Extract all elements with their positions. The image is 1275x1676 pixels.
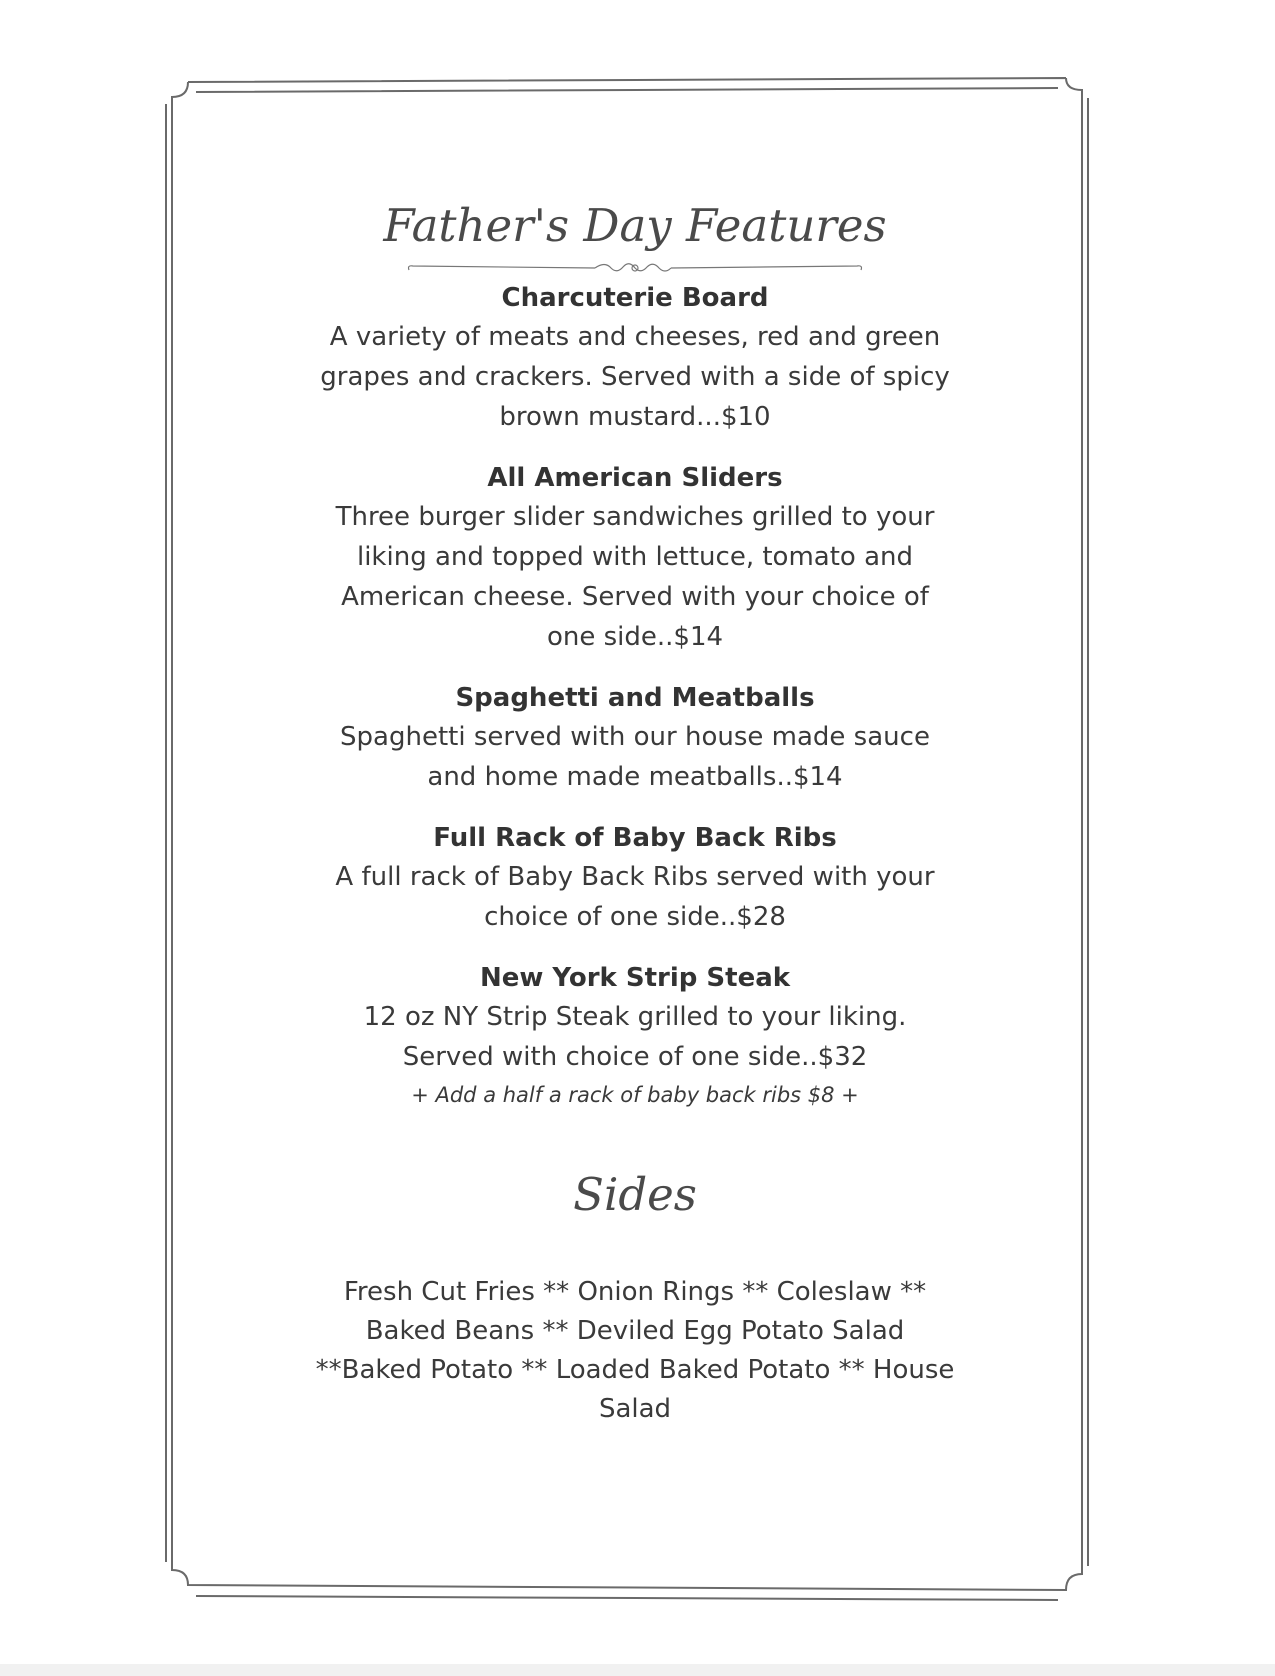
menu-item-name: All American Sliders (487, 463, 783, 493)
menu-item-name: Full Rack of Baby Back Ribs (433, 823, 837, 853)
menu-item-description: Three burger slider sandwiches grilled to your liking and topped with lettuce, tomato and American cheese. Served with your choice of one side..$14 (335, 502, 935, 652)
menu-item (260, 679, 1010, 797)
menu-item-description: 12 oz NY Strip Steak grilled to your liking. Served with choice of one side..$32 (363, 1002, 907, 1072)
menu-title: Father's Day Features (383, 199, 887, 252)
menu-item-name: New York Strip Steak (479, 963, 791, 993)
menu-item (260, 819, 1010, 937)
menu-item-name: Charcuterie Board (501, 283, 769, 313)
menu-item (260, 459, 1010, 657)
menu-item-description: A variety of meats and cheeses, red and green grapes and crackers. Served with a side of spicy brown mustard...$10 (320, 322, 950, 432)
menu-item (260, 959, 1010, 1113)
menu-item (260, 279, 1010, 437)
menu-item-description: Spaghetti served with our house made sauce and home made meatballs..$14 (340, 722, 930, 792)
menu-item-description: A full rack of Baby Back Ribs served with your choice of one side..$28 (335, 862, 935, 932)
menu-item-addon-note: + Add a half a rack of baby back ribs $8 + (411, 1083, 859, 1107)
menu-content (260, 195, 1010, 1429)
sides-title: Sides (573, 1168, 697, 1221)
flourish-divider-icon (405, 257, 865, 279)
menu-item-name: Spaghetti and Meatballs (455, 683, 815, 713)
sides-list: Fresh Cut Fries ** Onion Rings ** Coleslaw ** Baked Beans ** Deviled Egg Potato Salad **Baked Potato ** Loaded Baked Potato ** House Salad (315, 1277, 955, 1424)
page-bottom-strip (0, 1664, 1275, 1676)
